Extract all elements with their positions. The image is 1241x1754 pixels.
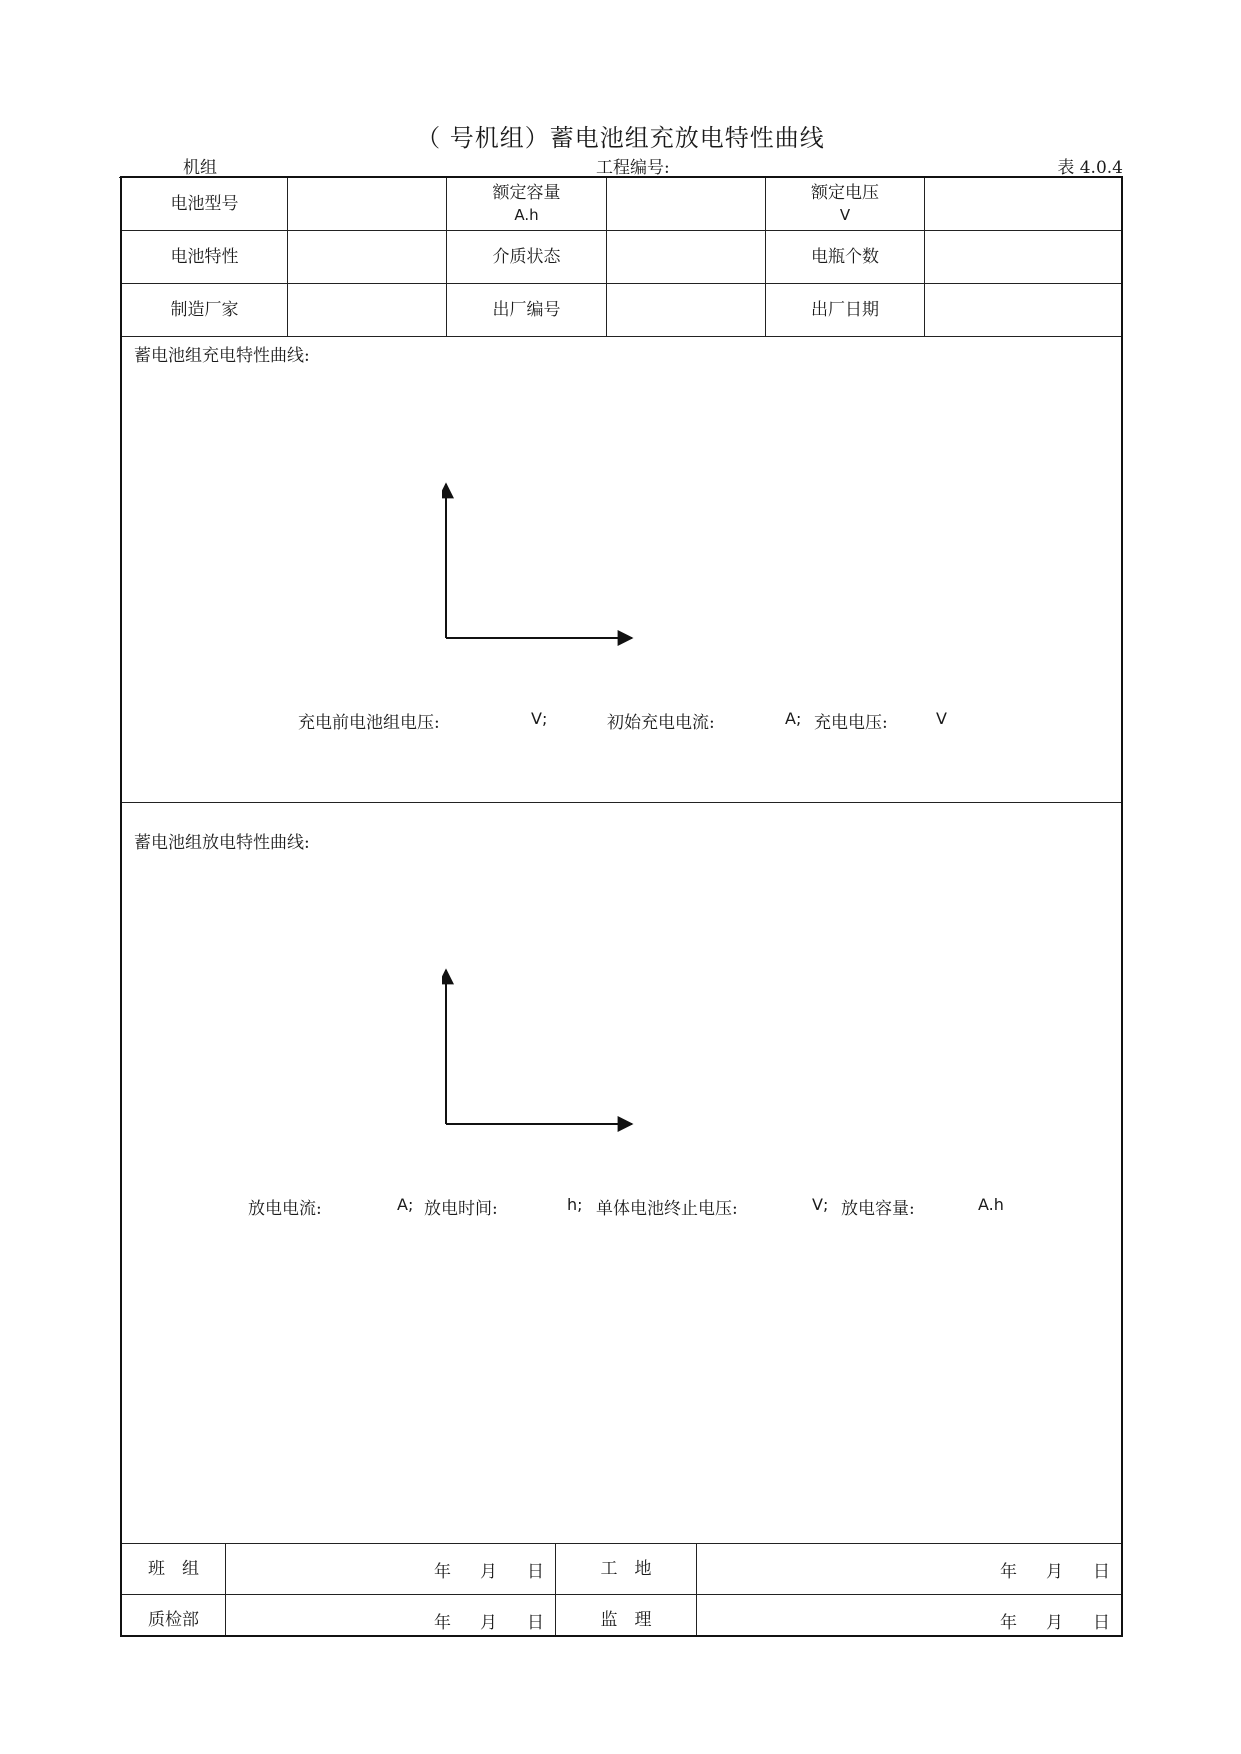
- form-number: 表 4.0.4: [1057, 158, 1123, 178]
- rated-voltage-unit: V: [839, 206, 851, 224]
- supervision-date-month[interactable]: 月: [1046, 1613, 1063, 1633]
- quality-dept-label: 质检部: [148, 1610, 199, 1630]
- rated-voltage-text: 额定电压: [811, 183, 879, 203]
- rated-voltage-label: [766, 178, 924, 230]
- serial-number-value[interactable]: [607, 284, 765, 336]
- project-no-label: 工程编号:: [596, 158, 670, 178]
- manufacture-date-value[interactable]: [925, 284, 1121, 336]
- manufacture-date-label: 出厂日期: [811, 300, 879, 320]
- table-rule: [122, 336, 1121, 337]
- medium-state-label: 介质状态: [492, 247, 561, 267]
- pre-charge-voltage-unit: V;: [531, 709, 548, 728]
- charge-voltage-label: 充电电压:: [814, 713, 888, 733]
- charge-voltage-unit: V: [936, 709, 947, 728]
- supervision-date-day[interactable]: 日: [1093, 1613, 1110, 1633]
- rated-capacity-label: [447, 178, 606, 230]
- site-label: 工 地: [600, 1559, 652, 1579]
- end-voltage-unit: V;: [812, 1195, 829, 1214]
- battery-model-value[interactable]: [288, 178, 446, 230]
- manufacturer-value[interactable]: [288, 284, 446, 336]
- qc-date-month[interactable]: 月: [480, 1613, 497, 1633]
- team-date-month[interactable]: 月: [480, 1562, 497, 1582]
- site-date-day[interactable]: 日: [1093, 1562, 1110, 1582]
- signoff-col-rule: [225, 1543, 226, 1635]
- cell-count-label: 电瓶个数: [811, 247, 879, 267]
- charge-curve-label: 蓄电池组充电特性曲线:: [134, 346, 310, 366]
- battery-model-label: 电池型号: [170, 194, 239, 214]
- initial-current-label: 初始充电电流:: [607, 713, 715, 733]
- section-divider: [122, 802, 1121, 803]
- discharge-time-label: 放电时间:: [424, 1199, 498, 1219]
- discharge-capacity-unit: A.h: [978, 1195, 1004, 1214]
- discharge-current-label: 放电电流:: [248, 1199, 322, 1219]
- form-frame: [120, 176, 1123, 1637]
- team-date-day[interactable]: 日: [527, 1562, 544, 1582]
- unit-suffix: 机组: [183, 158, 217, 178]
- unit-field[interactable]: [119, 153, 217, 178]
- medium-state-value[interactable]: [607, 231, 765, 283]
- supervision-date-year[interactable]: 年: [1000, 1613, 1017, 1633]
- site-date-year[interactable]: 年: [1000, 1562, 1017, 1582]
- discharge-current-unit: A;: [397, 1195, 414, 1214]
- supervision-label: 监 理: [600, 1610, 652, 1630]
- rated-voltage-value[interactable]: [925, 178, 1121, 230]
- battery-characteristic-value[interactable]: [288, 231, 446, 283]
- initial-current-unit: A;: [785, 709, 802, 728]
- rated-capacity-text: 额定容量: [492, 183, 561, 203]
- team-label: 班 组: [148, 1559, 199, 1579]
- manufacturer-label: 制造厂家: [170, 300, 239, 320]
- discharge-curve-label: 蓄电池组放电特性曲线:: [134, 833, 310, 853]
- rated-capacity-unit: A.h: [514, 206, 539, 224]
- discharge-axes: [442, 964, 652, 1134]
- pre-charge-voltage-label: 充电前电池组电压:: [298, 713, 440, 733]
- site-date-month[interactable]: 月: [1046, 1562, 1063, 1582]
- discharge-capacity-label: 放电容量:: [841, 1199, 915, 1219]
- serial-number-label: 出厂编号: [492, 300, 561, 320]
- page-title: （ 号机组）蓄电池组充放电特性曲线: [416, 124, 825, 152]
- end-voltage-label: 单体电池终止电压:: [596, 1199, 738, 1219]
- discharge-time-unit: h;: [567, 1195, 583, 1214]
- qc-date-day[interactable]: 日: [527, 1613, 544, 1633]
- charge-axes: [442, 478, 652, 648]
- qc-date-year[interactable]: 年: [434, 1613, 451, 1633]
- rated-capacity-value[interactable]: [607, 178, 765, 230]
- battery-characteristic-label: 电池特性: [170, 247, 239, 267]
- cell-count-value[interactable]: [925, 231, 1121, 283]
- signoff-col-rule: [696, 1543, 697, 1635]
- team-date-year[interactable]: 年: [434, 1562, 451, 1582]
